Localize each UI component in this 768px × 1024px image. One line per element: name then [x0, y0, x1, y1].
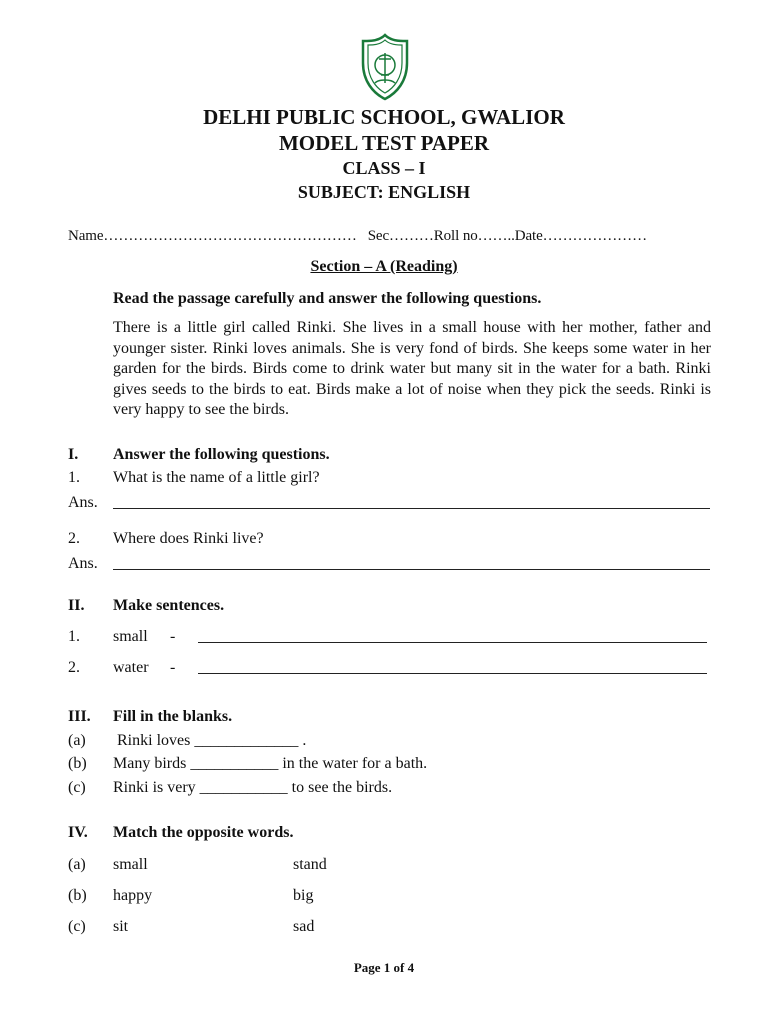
- q4-item-a-number: (a): [68, 856, 86, 873]
- q1-item-2-number: 2.: [68, 530, 80, 547]
- section-label: Sec: [367, 228, 390, 244]
- roll-field[interactable]: ……..: [477, 228, 515, 244]
- school-crest-logo: [359, 33, 411, 101]
- q3-item-b-after: in the water for a bath.: [282, 755, 428, 772]
- q3-heading: Fill in the blanks.: [113, 708, 233, 725]
- q1-numeral: I.: [68, 446, 79, 463]
- class-label: CLASS – I: [342, 158, 426, 178]
- q4-item-c-number: (c): [68, 918, 86, 935]
- q1-item-2-answer-line[interactable]: [113, 569, 710, 570]
- name-label: Name: [68, 228, 104, 244]
- q2-numeral: II.: [68, 597, 85, 614]
- q3-item-c-sentence: [113, 778, 392, 798]
- q3-item-c-after: to see the birds.: [291, 779, 393, 796]
- q2-item-1-number: 1.: [68, 628, 80, 645]
- section-field[interactable]: ………: [389, 228, 434, 244]
- q4-heading: Match the opposite words.: [113, 824, 294, 841]
- student-info-line: [68, 226, 708, 246]
- q2-item-1-answer-line[interactable]: [198, 642, 707, 643]
- q3-numeral: III.: [68, 708, 91, 725]
- q3-item-b-sentence: [113, 754, 427, 774]
- q3-item-b-before: Many birds: [113, 755, 187, 772]
- q3-item-a-after: .: [302, 732, 307, 749]
- q3-item-b-number: (b): [68, 755, 87, 772]
- school-name: DELHI PUBLIC SCHOOL, GWALIOR: [203, 105, 565, 129]
- q3-item-a-sentence: [117, 731, 306, 751]
- reading-instruction: Read the passage carefully and answer the following questions.: [113, 290, 542, 307]
- q1-item-2-ans-label: Ans.: [68, 555, 98, 572]
- q4-item-c-right: sad: [293, 918, 315, 935]
- q3-item-c-blank[interactable]: ___________: [199, 779, 288, 796]
- q4-item-b-right: big: [293, 887, 314, 904]
- date-label: Date: [514, 228, 543, 244]
- page-number: Page 1 of 4: [353, 960, 415, 975]
- q1-item-1-question: What is the name of a little girl?: [113, 469, 320, 486]
- q3-item-a-number: (a): [68, 732, 86, 749]
- q4-item-a-left: small: [113, 856, 148, 873]
- q2-item-2-number: 2.: [68, 659, 80, 676]
- q3-item-a-blank[interactable]: _____________: [194, 732, 299, 749]
- q1-heading: Answer the following questions.: [113, 446, 330, 463]
- date-field[interactable]: …………………: [542, 228, 647, 244]
- q3-item-a-before: Rinki loves: [117, 732, 191, 749]
- roll-label: Roll no: [433, 228, 478, 244]
- q4-item-b-left: happy: [113, 887, 153, 904]
- q1-item-1-number: 1.: [68, 469, 80, 486]
- subject-label: SUBJECT: ENGLISH: [297, 182, 471, 202]
- section-a-title: Section – A (Reading): [310, 258, 458, 275]
- q1-item-2-question: Where does Rinki live?: [113, 530, 264, 547]
- q2-item-2-answer-line[interactable]: [198, 673, 707, 674]
- q4-item-a-right: stand: [293, 856, 327, 873]
- q2-item-1-dash: -: [170, 628, 176, 645]
- q3-item-c-before: Rinki is very: [113, 779, 196, 796]
- q2-item-2-word: water: [113, 659, 149, 676]
- q1-item-1-ans-label: Ans.: [68, 494, 98, 511]
- q1-item-1-answer-line[interactable]: [113, 508, 710, 509]
- q2-item-2-dash: -: [170, 659, 176, 676]
- q3-item-c-number: (c): [68, 779, 86, 796]
- paper-title: MODEL TEST PAPER: [278, 131, 490, 155]
- q4-item-b-number: (b): [68, 887, 87, 904]
- name-field[interactable]: ……………………………………………: [103, 228, 357, 244]
- q4-numeral: IV.: [68, 824, 88, 841]
- q2-item-1-word: small: [113, 628, 148, 645]
- reading-passage: There is a little girl called Rinki. She lives in a small house with her mother, father and younger sister. Rinki loves animals. She is very fond of birds. She keeps some water in her garden for the birds. Birds come to drink water but many sit in the water for a bath. Rinki gives seeds to the birds to eat. Birds make a lot of noise when they pick the seeds. Rinki is very happy to see the birds.: [113, 319, 711, 419]
- q2-heading: Make sentences.: [113, 597, 225, 614]
- q3-item-b-blank[interactable]: ___________: [190, 755, 279, 772]
- q4-item-c-left: sit: [113, 918, 129, 935]
